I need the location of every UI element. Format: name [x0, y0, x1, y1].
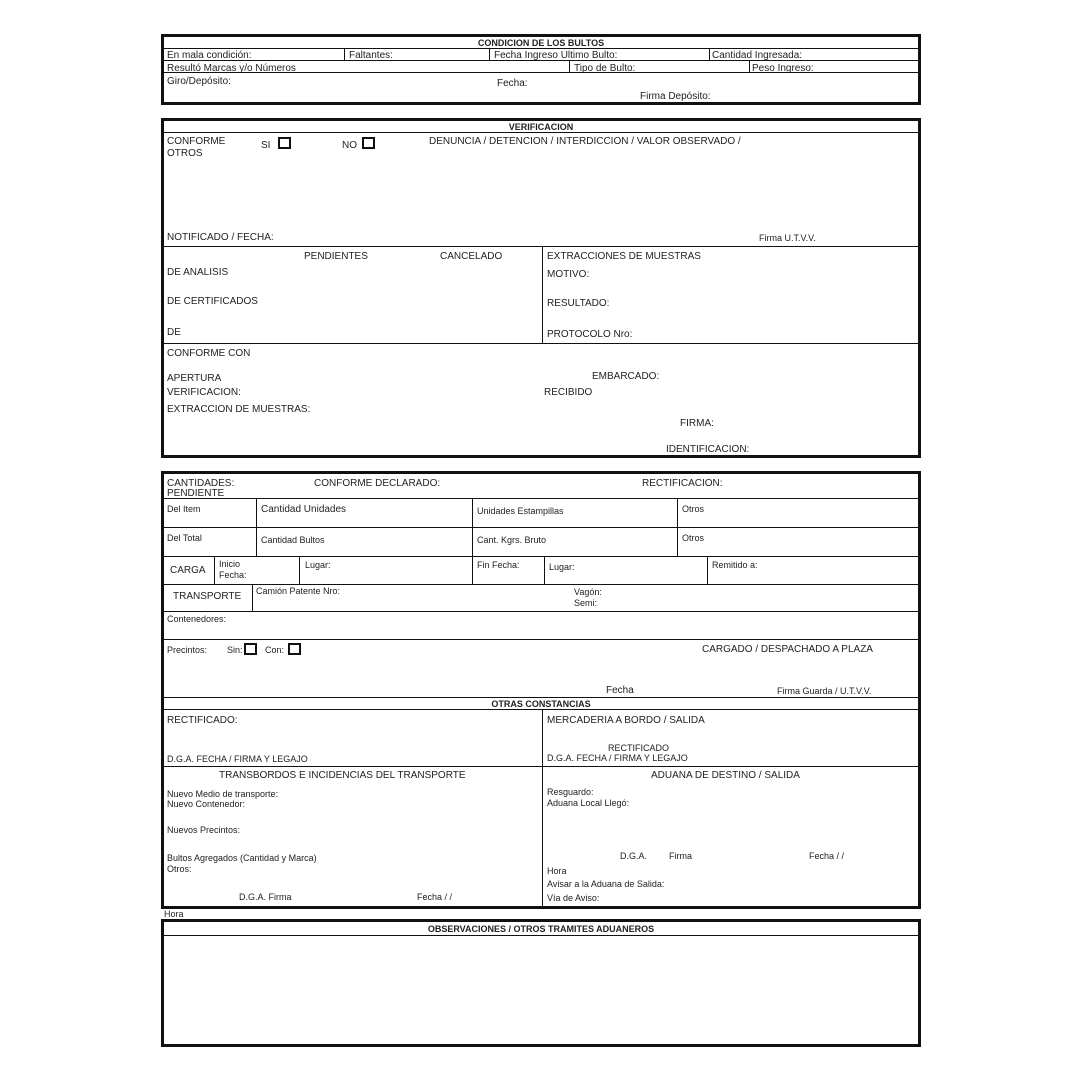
divider [164, 766, 918, 767]
con-label: Con: [265, 645, 285, 655]
conforme-declarado-label: CONFORME DECLARADO: [314, 478, 441, 489]
divider [749, 60, 750, 72]
tipo-bulto-field[interactable]: Tipo de Bulto: [574, 63, 636, 74]
semi-field[interactable]: Semi: [574, 598, 598, 608]
fecha-field[interactable]: Fecha: [497, 78, 528, 89]
fecha-right-field[interactable]: Fecha / / [809, 851, 845, 861]
condicion-section [161, 34, 921, 105]
lugar-field-1[interactable]: Lugar: [305, 560, 331, 570]
rectificacion-label: RECTIFICACION: [642, 478, 723, 489]
firma-deposito-field[interactable]: Firma Depósito: [640, 91, 711, 102]
bultos-agregados-field[interactable]: Bultos Agregados (Cantidad y Marca) [167, 853, 317, 863]
pendiente-label: PENDIENTE [167, 488, 225, 499]
divider [164, 343, 918, 344]
del-item-label: Del Item [167, 504, 201, 514]
precintos-label: Precintos: [167, 645, 208, 655]
divider [164, 556, 918, 557]
del-total-label: Del Total [167, 533, 202, 543]
giro-deposito-field[interactable]: Giro/Depósito: [167, 76, 231, 87]
con-checkbox[interactable] [288, 643, 301, 655]
motivo-field[interactable]: MOTIVO: [547, 269, 590, 280]
lugar-field-2[interactable]: Lugar: [549, 562, 575, 572]
firma-guarda-label: Firma Guarda / U.T.V.V. [777, 686, 872, 696]
verificacion-section [161, 118, 921, 458]
avisar-field[interactable]: Avisar a la Aduana de Salida: [547, 879, 665, 889]
notificado-field[interactable]: NOTIFICADO / FECHA: [167, 232, 274, 243]
peso-ingreso-field[interactable]: Peso Ingreso: [752, 63, 814, 74]
no-label: NO [342, 140, 357, 151]
fin-fecha-field[interactable]: Fin Fecha: [477, 560, 520, 570]
transporte-label: TRANSPORTE [173, 591, 242, 602]
via-aviso-field[interactable]: Vía de Aviso: [547, 893, 600, 903]
observaciones-textarea[interactable] [164, 936, 918, 1044]
otros-field-1[interactable]: Otros [682, 504, 705, 514]
divider [214, 556, 215, 584]
firma-utvv-label: Firma U.T.V.V. [759, 233, 816, 243]
divider [709, 48, 710, 60]
observaciones-section [161, 919, 921, 1047]
fecha-cargado-field[interactable]: Fecha [606, 685, 634, 696]
divider [164, 697, 918, 698]
divider [164, 709, 918, 710]
identificacion-field[interactable]: IDENTIFICACION: [666, 444, 750, 455]
otros-label: OTROS [167, 148, 203, 159]
divider [299, 556, 300, 584]
verificacion-title: VERIFICACION [508, 122, 574, 132]
protocolo-field[interactable]: PROTOCOLO Nro: [547, 329, 633, 340]
de-label: DE [167, 327, 181, 338]
divider [542, 246, 543, 343]
inicio-fecha-field[interactable]: Fecha: [219, 570, 247, 580]
no-checkbox[interactable] [362, 137, 375, 149]
extracciones-label: EXTRACCIONES DE MUESTRAS [547, 251, 701, 262]
carga-label: CARGA [170, 565, 206, 576]
divider [344, 48, 345, 60]
conforme-label: CONFORME [167, 136, 226, 147]
si-label: SI [261, 140, 271, 151]
resultado-field[interactable]: RESULTADO: [547, 298, 610, 309]
divider [164, 639, 918, 640]
divider [164, 611, 918, 612]
divider [164, 498, 918, 499]
cantidad-bultos-field[interactable]: Cantidad Bultos [261, 535, 325, 545]
nuevo-medio-field[interactable]: Nuevo Medio de transporte: [167, 789, 279, 799]
divider [569, 60, 570, 72]
pendientes-label: PENDIENTES [304, 251, 368, 262]
mercaderia-label: MERCADERIA A BORDO / SALIDA [547, 715, 705, 726]
mala-condicion-field[interactable]: En mala condición: [167, 50, 252, 61]
de-certificados-label: DE CERTIFICADOS [167, 296, 258, 307]
dga-label: D.G.A. [620, 851, 648, 861]
recibido-field[interactable]: RECIBIDO [544, 387, 593, 398]
firma-field[interactable]: FIRMA: [680, 418, 714, 429]
transbordos-label: TRANSBORDOS E INCIDENCIAS DEL TRANSPORTE [219, 770, 466, 781]
remitido-field[interactable]: Remitido a: [712, 560, 758, 570]
fecha-left-field[interactable]: Fecha / / [417, 892, 453, 902]
divider [164, 527, 918, 528]
resguardo-field[interactable]: Resguardo: [547, 787, 594, 797]
otras-constancias-title: OTRAS CONSTANCIAS [491, 699, 591, 709]
conforme-con-label: CONFORME CON [167, 348, 251, 359]
extraccion-field[interactable]: EXTRACCION DE MUESTRAS: [167, 404, 311, 415]
hora-right-field[interactable]: Hora [547, 866, 567, 876]
divider [164, 60, 918, 61]
rectificado-right: RECTIFICADO [608, 743, 670, 753]
divider [542, 709, 543, 909]
cantidades-section [161, 471, 921, 909]
divider [472, 556, 473, 584]
divider [164, 246, 918, 247]
otros-field-2[interactable]: Otros [682, 533, 705, 543]
verificacion-field[interactable]: VERIFICACION: [167, 387, 241, 398]
si-checkbox[interactable] [278, 137, 291, 149]
divider [164, 132, 918, 133]
camion-field[interactable]: Camión Patente Nro: [256, 586, 341, 596]
divider [164, 72, 918, 73]
contenedores-field[interactable]: Contenedores: [167, 614, 227, 624]
dga-firma-label: D.G.A. Firma [239, 892, 292, 902]
divider [489, 48, 490, 60]
sin-label: Sin: [227, 645, 243, 655]
dga-fecha-right: D.G.A. FECHA / FIRMA Y LEGAJO [547, 753, 688, 763]
cargado-label: CARGADO / DESPACHADO A PLAZA [702, 644, 873, 655]
aduana-local-field[interactable]: Aduana Local Llegó: [547, 798, 630, 808]
inicio-label: Inicio [219, 559, 241, 569]
embarcado-field[interactable]: EMBARCADO: [592, 371, 660, 382]
otros-field-3[interactable]: Otros: [167, 864, 192, 874]
resulto-marcas-field[interactable]: Resultó Marcas y/o Números [167, 63, 296, 74]
vagon-field[interactable]: Vagón: [574, 587, 602, 597]
de-analisis-label: DE ANALISIS [167, 267, 229, 278]
divider [164, 584, 918, 585]
cantidad-unidades-field[interactable]: Cantidad Unidades [261, 504, 347, 515]
aduana-destino-label: ADUANA DE DESTINO / SALIDA [651, 770, 800, 781]
cant-kgrs-field[interactable]: Cant. Kgrs. Bruto [477, 535, 547, 545]
divider [707, 556, 708, 584]
rectificado-field[interactable]: RECTIFICADO: [167, 715, 238, 726]
cantidad-ingresada-field[interactable]: Cantidad Ingresada: [712, 50, 803, 61]
dga-fecha-left: D.G.A. FECHA / FIRMA Y LEGAJO [167, 754, 308, 764]
divider [164, 48, 918, 49]
divider [252, 584, 253, 611]
cancelado-label: CANCELADO [440, 251, 503, 262]
cantidades-label: CANTIDADES: [167, 478, 235, 489]
nuevo-contenedor-field[interactable]: Nuevo Contenedor: [167, 799, 246, 809]
sin-checkbox[interactable] [244, 643, 257, 655]
divider [544, 556, 545, 584]
fecha-ingreso-field[interactable]: Fecha Ingreso Ultimo Bulto: [494, 50, 618, 61]
denuncia-label: DENUNCIA / DETENCION / INTERDICCION / VALOR OBSERVADO / [429, 136, 741, 147]
observaciones-title: OBSERVACIONES / OTROS TRAMITES ADUANEROS [427, 924, 655, 934]
unidades-estampillas-field[interactable]: Unidades Estampillas [477, 506, 564, 516]
faltantes-field[interactable]: Faltantes: [349, 50, 393, 61]
apertura-field[interactable]: APERTURA [167, 373, 222, 384]
nuevos-precintos-field[interactable]: Nuevos Precintos: [167, 825, 241, 835]
condicion-title: CONDICION DE LOS BULTOS [477, 38, 605, 48]
firma-right-label: Firma [669, 851, 692, 861]
hora-outside-field[interactable]: Hora [164, 909, 184, 919]
